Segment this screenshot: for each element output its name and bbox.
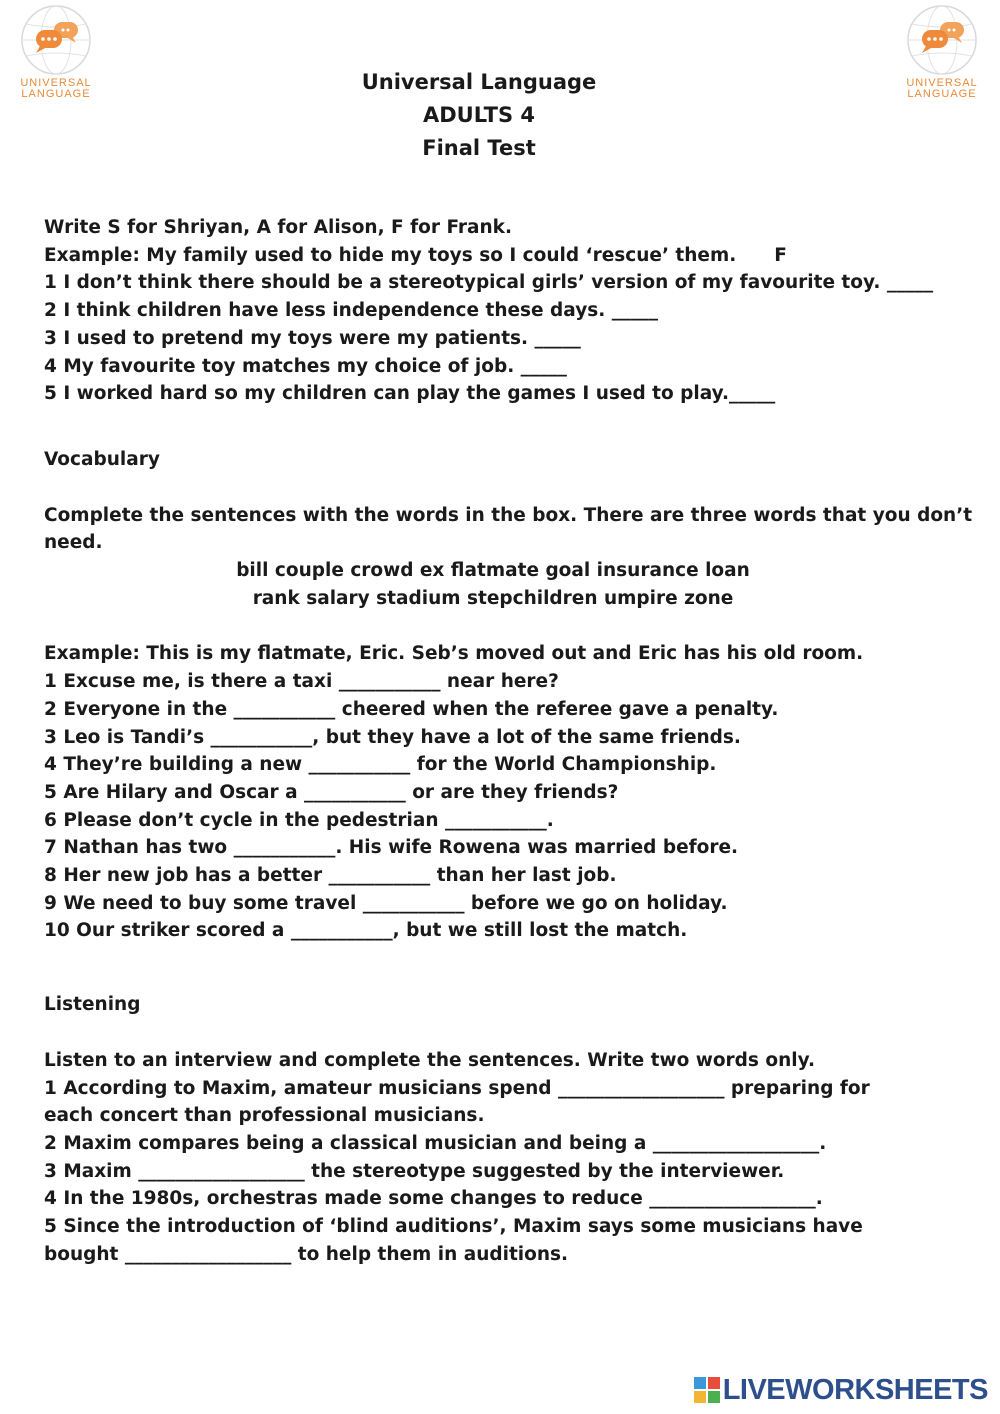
list-item: 4 They’re building a new ___________ for the World Championship. bbox=[44, 754, 717, 776]
word-box bbox=[44, 557, 974, 612]
section-heading: Vocabulary bbox=[44, 448, 160, 470]
section-vocabulary bbox=[44, 446, 974, 945]
list-item: 3 Maxim __________________ the stereotype suggested by the interviewer. bbox=[44, 1160, 785, 1182]
section-speakers bbox=[44, 214, 974, 408]
list-item: 6 Please don’t cycle in the pedestrian ___________. bbox=[44, 809, 554, 831]
list-item: 4 My favourite toy matches my choice of job. _____ bbox=[44, 355, 567, 377]
list-item: 7 Nathan has two ___________. His wife Rowena was married before. bbox=[44, 837, 739, 859]
example-answer: F bbox=[774, 244, 787, 266]
title-level: ADULTS 4 bbox=[422, 103, 535, 127]
example-line: Example: This is my flatmate, Eric. Seb’s moved out and Eric has his old room. bbox=[44, 643, 864, 665]
worksheet-content bbox=[44, 214, 974, 1269]
list-item: 1 I don’t think there should be a stereotypical girls’ version of my favourite toy. _____ bbox=[44, 272, 934, 294]
brand-text: LIVEWORKSHEETS bbox=[722, 1373, 988, 1406]
list-item: 1 Excuse me, is there a taxi ___________ near here? bbox=[44, 671, 559, 693]
section-listening bbox=[44, 991, 974, 1268]
section-instruction: Complete the sentences with the words in the box. There are three words that you don’t need. bbox=[44, 504, 973, 554]
title-test: Final Test bbox=[422, 136, 536, 160]
list-item: 8 Her new job has a better ___________ than her last job. bbox=[44, 865, 617, 887]
list-item: 2 Maxim compares being a classical musician and being a __________________. bbox=[44, 1132, 827, 1154]
example-text: Example: My family used to hide my toys so I could ‘rescue’ them. bbox=[44, 244, 737, 266]
title-school: Universal Language bbox=[361, 70, 597, 94]
list-item: 1 According to Maxim, amateur musicians spend __________________ preparing for each concert than professional musicians. bbox=[44, 1077, 870, 1127]
list-item: 3 I used to pretend my toys were my patients. _____ bbox=[44, 327, 581, 349]
list-item: 2 I think children have less independence these days. _____ bbox=[44, 300, 658, 322]
logo-text: UNIVERSAL LANGUAGE bbox=[906, 77, 978, 100]
section-heading: Listening bbox=[44, 994, 141, 1016]
section-instruction: Listen to an interview and complete the sentences. Write two words only. bbox=[44, 1049, 815, 1071]
logo-text: UNIVERSAL LANGUAGE bbox=[20, 77, 92, 100]
list-item: 9 We need to buy some travel ___________ before we go on holiday. bbox=[44, 892, 728, 914]
list-item: 3 Leo is Tandi’s ___________, but they have a lot of the same friends. bbox=[44, 726, 741, 748]
liveworksheets-logo-icon bbox=[694, 1377, 720, 1403]
list-item: 2 Everyone in the ___________ cheered when the referee gave a penalty. bbox=[44, 698, 779, 720]
word-box-line: bill couple crowd ex flatmate goal insurance loan bbox=[236, 560, 750, 582]
list-item: 4 In the 1980s, orchestras made some changes to reduce __________________. bbox=[44, 1188, 823, 1210]
page-title bbox=[0, 66, 958, 165]
list-item: 5 I worked hard so my children can play the games I used to play._____ bbox=[44, 383, 776, 405]
word-box-line: rank salary stadium stepchildren umpire zone bbox=[252, 587, 734, 609]
list-item: 10 Our striker scored a ___________, but we still lost the match. bbox=[44, 920, 688, 942]
list-item: 5 Since the introduction of ‘blind auditions’, Maxim says some musicians have bought __________________ to help them in auditions. bbox=[44, 1216, 863, 1265]
section-instruction: Write S for Shriyan, A for Alison, F for Frank. bbox=[44, 217, 513, 238]
liveworksheets-brand bbox=[694, 1372, 988, 1408]
example-line bbox=[44, 242, 974, 270]
list-item: 5 Are Hilary and Oscar a ___________ or are they friends? bbox=[44, 781, 619, 803]
